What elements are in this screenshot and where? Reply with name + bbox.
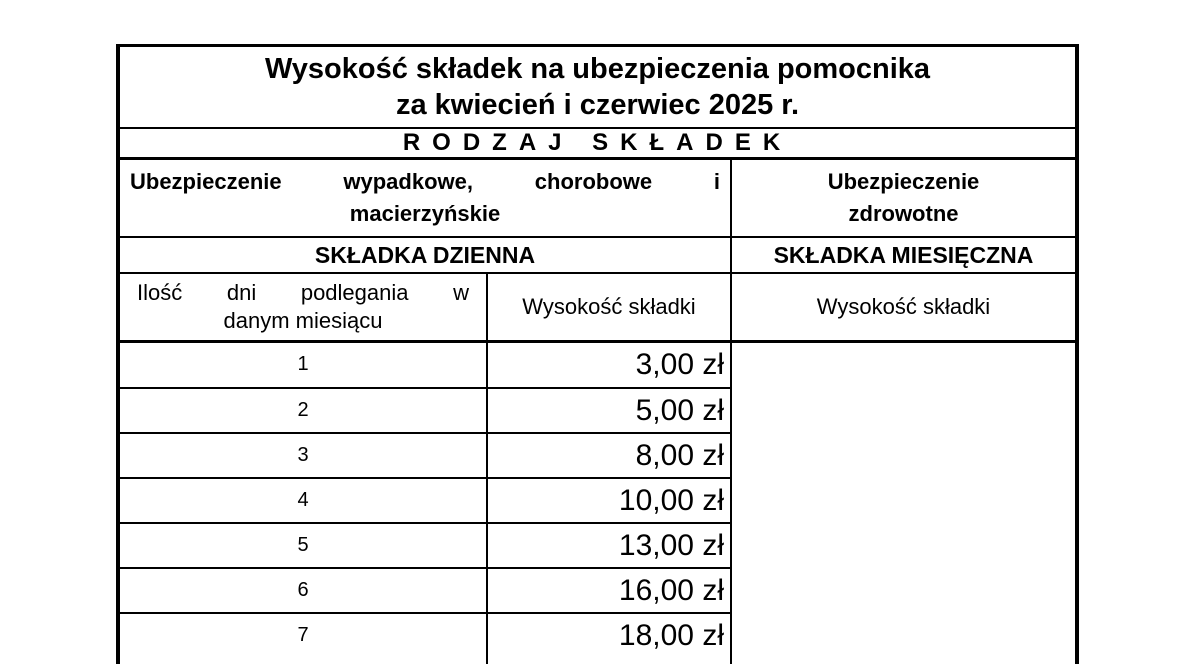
row-days: 4 (297, 489, 309, 511)
row-amount: 3,00 zł (635, 347, 724, 381)
group-header-health (732, 160, 1075, 236)
page-title (120, 47, 1075, 127)
daily-contribution-label: SKŁADKA DZIENNA (314, 241, 536, 268)
row-amount: 5,00 zł (635, 393, 724, 427)
column-header-days (120, 274, 486, 340)
group-header-line-2: zdrowotne (848, 201, 959, 226)
row-days: 1 (297, 353, 309, 375)
table-border-right (1075, 44, 1079, 664)
section-header: RODZAJ SKŁADEK (402, 129, 793, 156)
group-header-line-2: macierzyńskie (349, 201, 501, 226)
row-days: 2 (297, 399, 309, 421)
group-header-line-1: Ubezpieczenie (827, 169, 980, 194)
contribution-table (116, 44, 1079, 664)
row-amount: 10,00 zł (618, 483, 724, 517)
title-line-2: za kwiecień i czerwiec 2025 r. (395, 89, 800, 121)
row-days: 7 (297, 624, 309, 646)
row-amount: 18,00 zł (618, 618, 724, 652)
row-amount: 13,00 zł (618, 528, 724, 562)
row-days: 3 (297, 444, 309, 466)
row-amount: 8,00 zł (635, 438, 724, 472)
column-header-days-line-1: Ilość dni podlegania w (137, 280, 469, 305)
group-header-line-1: Ubezpieczenie wypadkowe, chorobowe i (130, 169, 720, 194)
column-header-days-line-2: danym miesiącu (223, 308, 383, 333)
column-header-monthly-amount: Wysokość składki (816, 294, 991, 319)
title-line-1: Wysokość składek na ubezpieczenia pomocnika (264, 53, 931, 85)
monthly-contribution-label: SKŁADKA MIESIĘCZNA (773, 241, 1034, 268)
row-days: 6 (297, 579, 309, 601)
row-amount: 16,00 zł (618, 573, 724, 607)
row-days: 5 (297, 534, 309, 556)
column-header-daily-amount: Wysokość składki (522, 294, 696, 319)
group-header-accident-sickness (120, 160, 730, 236)
